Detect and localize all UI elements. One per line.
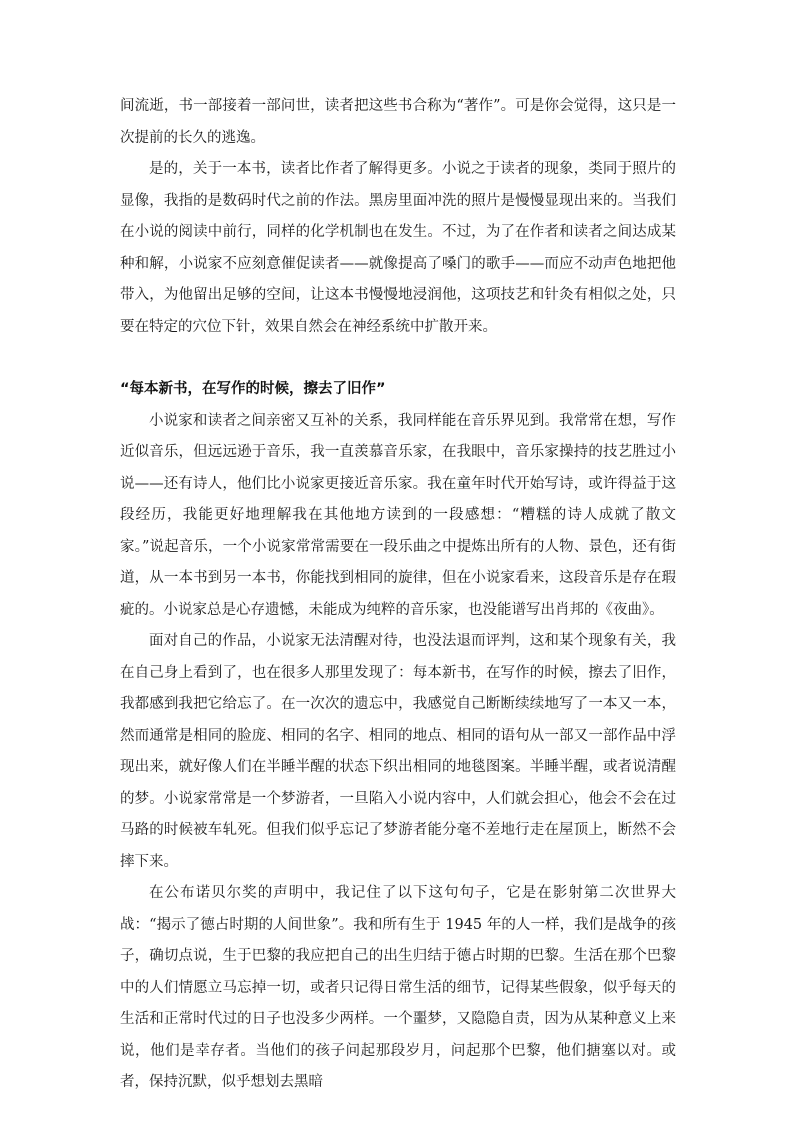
- paragraph: 是的，关于一本书，读者比作者了解得更多。小说之于读者的现象，类同于照片的显像，我指的是数码时代之前的作法。黑房里面冲洗的照片是慢慢显现出来的。当我们在小说的阅读中前行，同样的化学机制也在发生。不过，为了在作者和读者之间达成某种和解，小说家不应刻意催促读者——就像提高了嗓门的歌手——而应不动声色地把他带入，为他留出足够的空间，让这本书慢慢地浸润他，这项技艺和针灸有相似之处，只要在特定的穴位下针，效果自然会在神经系统中扩散开来。: [120, 161, 676, 335]
- paragraph: 面对自己的作品，小说家无法清醒对待，也没法退而评判，这和某个现象有关，我在自己身上看到了，也在很多人那里发现了：每本新书，在写作的时候，擦去了旧作，我都感到我把它给忘了。在一次次的遗忘中，我感觉自己断断续续地写了一本又一本，然而通常是相同的脸庞、相同的名字、相同的地点、相同的语句从一部又一部作品中浮现出来，就好像人们在半睡半醒的状态下织出相同的地毯图案。半睡半醒，或者说清醒的梦。小说家常常是一个梦游者，一旦陷入小说内容中，人们就会担心，他会不会在过马路的时候被车轧死。但我们似乎忘记了梦游者能分毫不差地行走在屋顶上，断然不会摔下来。: [120, 633, 676, 870]
- paragraph: 在公布诺贝尔奖的声明中，我记住了以下这句句子，它是在影射第二次世界大战：“揭示了德占时期的人间世象”。我和所有生于 1945 年的人一样，我们是战争的孩子，确切点说，生于巴黎的我应把自己的出生归结于德占时期的巴黎。生活在那个巴黎中的人们情愿立马忘掉一切，或者只记得日常生活的细节，记得某些假象，似乎每天的生活和正常时代过的日子也没多少两样。一个噩梦，又隐隐自责，因为从某种意义上来说，他们是幸存者。当他们的孩子问起那段岁月，问起那个巴黎，他们搪塞以对。或者，保持沉默，似乎想划去黑暗: [120, 885, 676, 1090]
- paragraph: 小说家和读者之间亲密又互补的关系，我同样能在音乐界见到。我常常在想，写作近似音乐，但远远逊于音乐，我一直羡慕音乐家，在我眼中，音乐家操持的技艺胜过小说——还有诗人，他们比小说家更接近音乐家。我在童年时代开始写诗，或许得益于这段经历，我能更好地理解我在其他地方读到的一段感想：“糟糕的诗人成就了散文家。”说起音乐，一个小说家常常需要在一段乐曲之中提炼出所有的人物、景色，还有街道，从一本书到另一本书，你能找到相同的旋律，但在小说家看来，这段音乐是存在瑕疵的。小说家总是心存遗憾，未能成为纯粹的音乐家，也没能谱写出肖邦的《夜曲》。: [120, 412, 676, 618]
- paragraph-continued: 间流逝，书一部接着一部问世，读者把这些书合称为“著作”。可是你会觉得，这只是一次提前的长久的逃逸。: [120, 98, 676, 146]
- section-gap: [120, 343, 676, 374]
- section-heading: “每本新书，在写作的时候，擦去了旧作”: [120, 381, 386, 397]
- document-body: [120, 91, 676, 1099]
